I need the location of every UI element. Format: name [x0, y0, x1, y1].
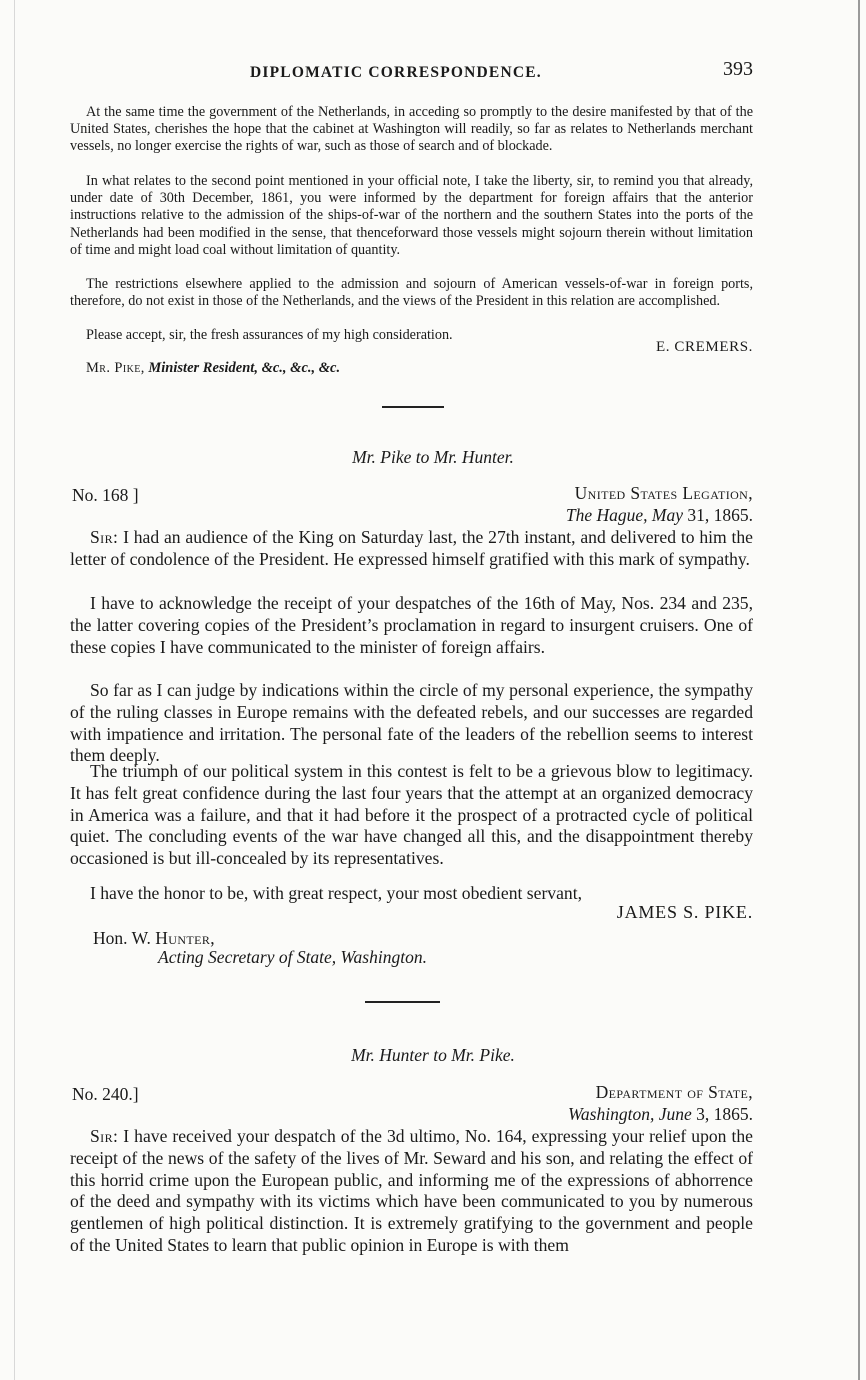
letter2-origin-place: The Hague, May: [565, 505, 683, 525]
letter2-addressee: [93, 928, 215, 949]
letter1-paragraph-1: At the same time the government of the Netherlands, in acceding so promptly to the desire manifested by that of the United States, cherishes the hope that the cabinet at Washington will readily, so far as relates to Netherlands merchant vessels, no longer exercise the rights of war, such as those of search and of blockade.: [70, 104, 753, 155]
letter2-origin-date: 31, 1865.: [687, 505, 753, 525]
letter1-paragraph-3: The restrictions elsewhere applied to the admission and sojourn of American vessels-of-war in foreign ports, therefore, do not exist in those of the Netherlands, and the views of the President in this relation are accomplished.: [70, 276, 753, 310]
letter2-paragraph-4: The triumph of our political system in this contest is felt to be a grievous blow to legitimacy. It has felt great confidence during the last four years that the attempt at an organized democracy in America was a failure, and that it had before it the prospect of a protracted cycle of political quiet. The concluding events of the war have changed all this, and the disappointment thereby occasioned is but ill-concealed by its representatives.: [70, 761, 753, 869]
letter1-addressee-name: Mr. Pike,: [86, 360, 145, 376]
letter2-origin-line1: United States Legation,: [574, 483, 753, 503]
letter2-paragraph-5: I have the honor to be, with great respect, your most obedient servant,: [90, 883, 582, 903]
page-binding-edge: [858, 0, 860, 1380]
letter3-salutation: Sir:: [90, 1126, 119, 1146]
section-divider-2: [365, 1001, 440, 1003]
section-divider: [382, 406, 444, 408]
letter2-addressee-title: Acting Secretary of State, Washington.: [158, 947, 427, 967]
letter3-paragraph-1-text: I have received your despatch of the 3d ultimo, No. 164, expressing your relief upon the receipt of the news of the safety of the lives of Mr. Seward and his son, and relating the effect of this horrid crime upon the European public, and informing me of the expressions of abhorrence of the deed and sympathy with its victims which have been communicated to you by numerous gentlemen of high political distinction. It is extremely gratifying to the government and people of the United States to learn that public opinion in Europe is with them: [70, 1126, 753, 1255]
letter3-origin-place: Washington, June: [567, 1104, 692, 1124]
letter3-paragraph-1: [70, 1126, 753, 1257]
running-head: [70, 58, 753, 88]
letter2-salutation: Sir:: [90, 527, 119, 547]
letter2-paragraph-2: I have to acknowledge the receipt of your despatches of the 16th of May, Nos. 234 and 235, the latter covering copies of the President’s proclamation in regard to insurgent cruisers. One of these copies I have communicated to the minister of foreign affairs.: [70, 593, 753, 657]
letter1-paragraph-2: In what relates to the second point mentioned in your official note, I take the liberty, sir, to remind you that already, under date of 30th December, 1861, you were informed by the department for foreign affairs that the anterior instructions relative to the admission of the ships-of-war of the northern and the southern States into the ports of the Netherlands had been modified in the sense, that thenceforward those vessels might sojourn therein without limitation of time and might load coal without limitation of quantity.: [70, 173, 753, 258]
letter2-number: No. 168 ]: [72, 485, 139, 505]
letter2-paragraph-3: So far as I can judge by indications within the circle of my personal experience, the sympathy of the ruling classes in Europe remains with the defeated rebels, and our successes are regarded with impatience and irritation. The personal fate of the leaders of the rebellion seems to interest them deeply.: [70, 680, 753, 766]
letter2-addressee-name: Hunter,: [155, 928, 216, 948]
letter3-origin-line2: [568, 1103, 753, 1125]
letter1-addressee-title: Minister Resident, &c., &c., &c.: [148, 360, 341, 376]
page-number: 393: [723, 58, 753, 80]
running-title: DIPLOMATIC CORRESPONDENCE.: [250, 64, 542, 81]
letter2-heading: Mr. Pike to Mr. Hunter.: [352, 447, 514, 467]
letter2-addressee-prefix: Hon. W.: [93, 928, 151, 948]
letter1-paragraph-4: Please accept, sir, the fresh assurances of my high consideration.: [86, 327, 453, 343]
letter2-paragraph-1-text: I had an audience of the King on Saturday last, the 27th instant, and delivered to him the letter of condolence of the President. He expressed himself gratified with this mark of sympathy.: [70, 527, 753, 569]
letter2-signature: JAMES S. PIKE.: [616, 902, 753, 922]
letter3-origin: [568, 1081, 753, 1125]
letter3-number: No. 240.]: [72, 1084, 139, 1104]
letter3-origin-date: 3, 1865.: [696, 1104, 753, 1124]
letter3-origin-line1: Department of State,: [595, 1082, 753, 1102]
letter1-signature: E. CREMERS.: [655, 339, 753, 355]
letter2-paragraph-1: [70, 527, 753, 571]
page-left-edge: [14, 0, 15, 1380]
letter2-origin: [566, 482, 753, 526]
letter2-origin-line2: [566, 504, 753, 526]
letter3-heading: Mr. Hunter to Mr. Pike.: [351, 1045, 515, 1065]
letter1-addressee: [86, 360, 340, 377]
